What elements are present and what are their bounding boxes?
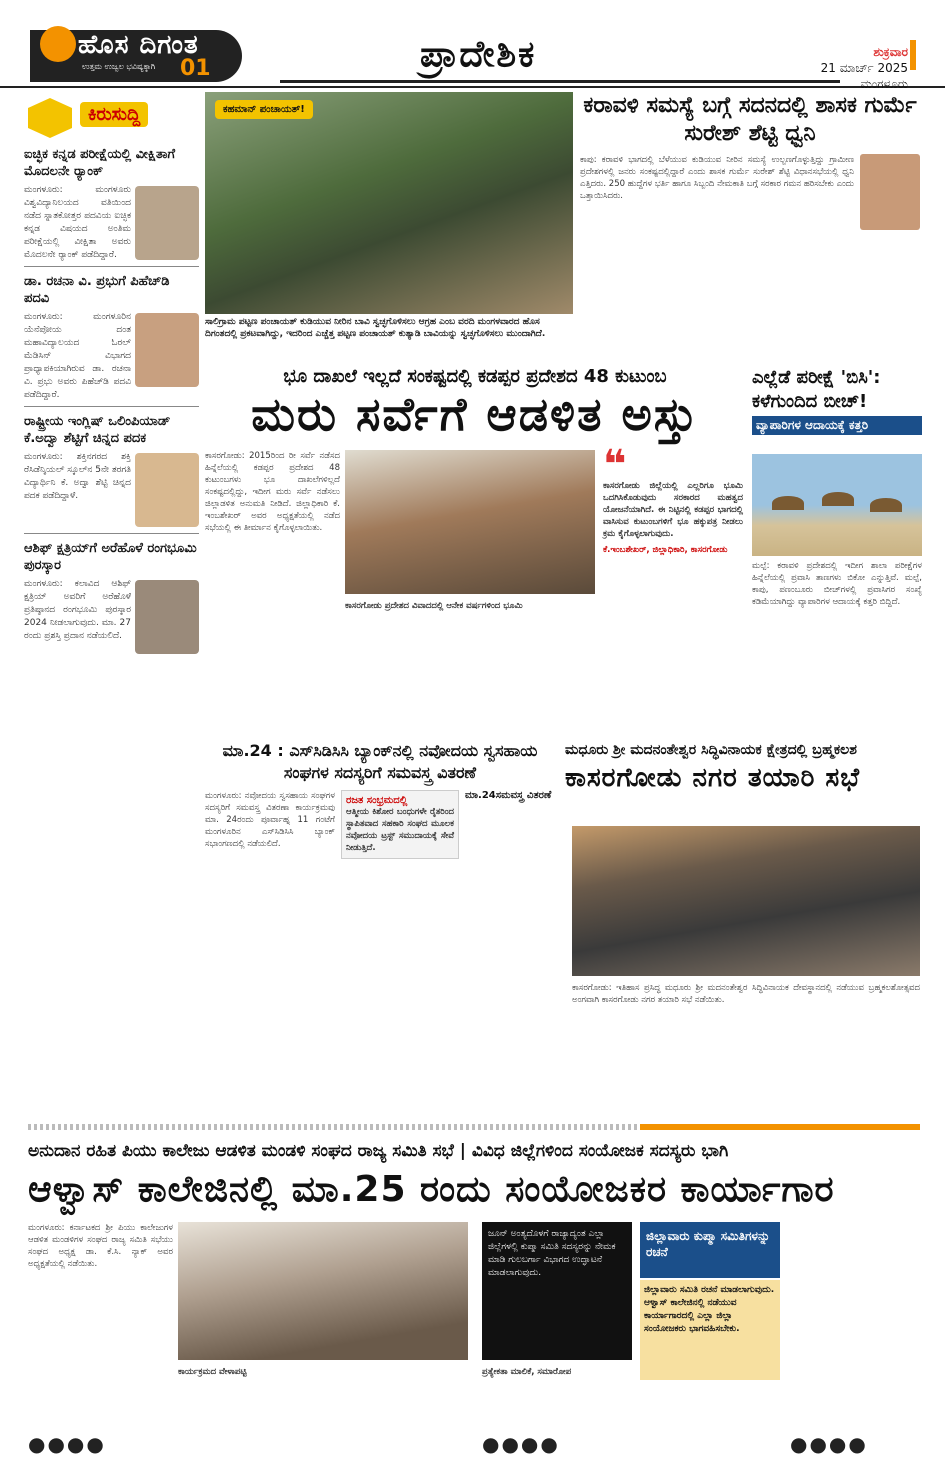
article-subheadline: ವ್ಯಾಪಾರಿಗಳ ಆದಾಯಕ್ಕೆ ಕತ್ತರಿ [752, 416, 922, 435]
photo-badge: ಕಹಮಾನ್ ಪಂಚಾಯತ್! [215, 100, 313, 119]
brief-text: ಮಂಗಳೂರು: ಕಲಾವಿದ ಆಶಿಫ್ ಕ್ಷತ್ರಿಯ್ ಅವರಿಗೆ ಅರೆಹೊಳೆ ಪ್ರತಿಷ್ಠಾನದ ರಂಗಭೂಮಿ ಪುರಸ್ಕಾರ 2024 ನೀಡಲಾಗುವುದು. ಮಾ. 27 ರಂದು ಪ್ರಶಸ್ತಿ ಪ್ರದಾನ ನಡೆಯಲಿದೆ. [24, 579, 131, 641]
edition-date: 21 ಮಾರ್ಚ್ 2025 [820, 61, 908, 75]
umbrella-shape [870, 498, 902, 512]
quote-icon: ❝ [603, 442, 627, 488]
edition-accent-bar [910, 40, 916, 70]
beach-photo [752, 454, 922, 556]
article-body: ಮಂಗಳೂರು: ಕರ್ನಾಟಕದ ಶ್ರೀ ಪಿಯು ಕಾಲೇಜುಗಳ ಆಡಳಿತ ಮಂಡಳಿಗಳ ಸಂಘದ ರಾಜ್ಯ ಸಮಿತಿ ಸಭೆಯು ಸಂಘದ ಅಧ್ಯಕ್ಷ ಡಾ. ಕೆ.ಸಿ. ನ್ಯಾಕ್ ಅವರ ಅಧ್ಯಕ್ಷತೆಯಲ್ಲಿ ನಡೆಯಿತು. [28, 1223, 173, 1269]
article-subheadline: ಮಧೂರು ಶ್ರೀ ಮದನಂತೇಶ್ವರ ಸಿದ್ಧಿವಿನಾಯಕ ಕ್ಷೇತ್ರದಲ್ಲಿ ಬ್ರಹ್ಮಕಲಶ [565, 742, 857, 758]
continue-marker: ●●●● [28, 1432, 106, 1456]
meeting-photo [572, 826, 920, 976]
brief-photo [135, 453, 199, 527]
beach-article-header [752, 366, 922, 435]
brief-photo [135, 313, 199, 387]
brief-text: ಮಂಗಳೂರು: ಮಂಗಳೂರು ವಿಶ್ವವಿದ್ಯಾನಿಲಯದ ವತಿಯಿಂದ ನಡೆದ ಸ್ನಾತಕೋತ್ತರ ಪದವಿಯ ಐಚ್ಛಿಕ ಕನ್ನಡ ವಿಷಯದ ಅಂತಿಮ ಪರೀಕ್ಷೆಯಲ್ಲಿ ವೀಕ್ಷಿತಾ ಅವರು ಮೊದಲನೇ ರ‍್ಯಾಂಕ್ ಪಡೆದಿದ್ದಾರೆ. [24, 185, 131, 260]
continue-marker: ●●●● [790, 1432, 868, 1456]
edition-day: ಶುಕ್ರವಾರ [873, 45, 908, 59]
section-divider-accent [640, 1124, 920, 1130]
page-number: 01 [180, 56, 211, 81]
meeting-photo [345, 450, 595, 594]
well-photo [205, 92, 573, 314]
article-headline[interactable]: ಆಳ್ವಾಸ್ ಕಾಲೇಜಿನಲ್ಲಿ ಮಾ.25 ರಂದು ಸಂಯೋಜಕರ ಕಾರ್ಯಾಗಾರ [28, 1169, 835, 1210]
quote-author: ಕೆ.ಇಂಬಶೇಖರ್, ಜಿಲ್ಲಾಧಿಕಾರಿ, ಕಾಸರಗೋಡು [603, 545, 728, 555]
edition-city: ಮಂಗಳೂರು [860, 77, 908, 91]
box-heading: ರಜತ ಸಂಭ್ರಮದಲ್ಲಿ [346, 795, 408, 806]
article-headline[interactable]: ಎಲ್ಲೆಡೆ ಪರೀಕ್ಷೆ 'ಬಿಸಿ': ಕಳೆಗುಂದಿದ ಬೀಚ್! [752, 367, 881, 412]
mla-portrait [860, 154, 920, 230]
article-body: ಕಾಸರಗೋಡು: ಇತಿಹಾಸ ಪ್ರಸಿದ್ಧ ಮಧೂರು ಶ್ರೀ ಮದನಂತೇಶ್ವರ ಸಿದ್ಧಿವಿನಾಯಕ ದೇವಸ್ಥಾನದಲ್ಲಿ ನಡೆಯುವ ಬ್ರಹ್ಮಕಲಶೋತ್ಸವದ ಅಂಗವಾಗಿ ಕಾಸರಗೋಡು ನಗರ ತಯಾರಿ ಸಭೆ ನಡೆಯಿತು. [572, 983, 920, 1005]
brief-text: ಮಂಗಳೂರು: ಶಕ್ತಿನಗರದ ಶಕ್ತಿ ರೆಸಿಡೆನ್ಶಿಯಲ್ ಸ್ಕೂಲ್‌ನ 5ನೇ ತರಗತಿ ವಿದ್ಯಾರ್ಥಿನಿ ಕೆ. ಅದ್ವಾ ಶೆಟ್ಟಿ ಚಿನ್ನದ ಪದಕ ಪಡೆದಿದ್ದಾಳೆ. [24, 452, 132, 501]
brahmakalasha-article [565, 740, 920, 796]
section-title: ಪ್ರಾದೇಶಿಕ [420, 34, 537, 75]
navodaya-article [205, 740, 555, 970]
info-box: ಜೂನ್ ಅಂತ್ಯದೊಳಗೆ ರಾಜ್ಯಾದ್ಯಂತ ಎಲ್ಲಾ ಜಿಲ್ಲೆಗಳಲ್ಲಿ ಕುಪ್ಮಾ ಸಮಿತಿ ಸದಸ್ಯರನ್ನು ನೇಮಕ ಮಾಡಿ ಗುಲಬರ್ಗಾ ವಿಭಾಗದ ಉದ್ಘಾಟನೆ ಮಾಡಲಾಗುವುದು. [482, 1222, 632, 1360]
sbi-side [465, 790, 555, 859]
brief-title[interactable]: ಡಾ. ರಚನಾ ವಿ. ಪ್ರಭುಗೆ ಪಿಹೆಚ್‌ಡಿ ಪದವಿ [24, 274, 170, 306]
brief-title[interactable]: ರಾಷ್ಟ್ರೀಯ ಇಂಗ್ಲಿಷ್ ಒಲಿಂಪಿಯಾಡ್ ಕೆ.ಅದ್ವಾ ಶೆಟ್ಟಿಗೆ ಚಿನ್ನದ ಪದಕ [24, 414, 171, 446]
rajata-box [341, 790, 459, 859]
article-sidebar-head: ಕಾಸರಗೋಡು ಪ್ರದೇಶದ ವಿವಾದದಲ್ಲಿ ಆನೇಕ ವರ್ಷಗಳಿಂದ ಭೂಮಿ [345, 601, 523, 611]
article-body: ಕಾಸರಗೋಡು: 2015ರಿಂದ ರೀ ಸರ್ವೆ ನಡೆಸದ ಹಿನ್ನೆಲೆಯಲ್ಲಿ ಕಡಪ್ಪರ ಪ್ರದೇಶದ 48 ಕುಟುಂಬಗಳು ಭೂ ದಾಖಲೆಗಳಿಲ್ಲದೆ ಸಂಕಷ್ಟದಲ್ಲಿದ್ದು, ಇದೀಗ ಮರು ಸರ್ವೆ ನಡೆಸಲು ಜಿಲ್ಲಾಡಳಿತ ಅನುಮತಿ ನೀಡಿದೆ. ಜಿಲ್ಲಾಧಿಕಾರಿ ಕೆ. ಇಂಬಶೇಖರ್ ಅವರ ಅಧ್ಯಕ್ಷತೆಯಲ್ಲಿ ನಡೆದ ಸಭೆಯಲ್ಲಿ ಈ ತೀರ್ಮಾನ ಕೈಗೊಳ್ಳಲಾಯಿತು. [205, 451, 340, 533]
box-text: ಆತ್ಮೀಯ ಕಿಶೋರ ಬಂಧುಗಳೇ ರೈತರಿಂದ ಸ್ಥಾಪಿತವಾದ ಸಹಕಾರಿ ಸಂಘದ ಮೂಲಕ ನವೋದಯ ಟ್ರಸ್ಟ್ ಸಮುದಾಯಕ್ಕೆ ಸೇವೆ ನೀಡುತ್ತಿದೆ. [346, 807, 454, 853]
newspaper-logo[interactable]: ಹೊಸ ದಿಗಂತ [78, 30, 199, 60]
divider [24, 406, 199, 407]
article-headline[interactable]: ಮಾ.24 : ಎಸ್‌ಸಿಡಿಸಿಸಿ ಬ್ಯಾಂಕ್‌ನಲ್ಲಿ ನವೋದಯ ಸ್ವಸಹಾಯ ಸಂಘಗಳ ಸದಸ್ಯರಿಗೆ ಸಮವಸ್ತ್ರ ವಿತರಣೆ [222, 741, 538, 782]
brief-photo [135, 580, 199, 654]
edition-info [818, 44, 908, 92]
article-body: ಮಂಗಳೂರು: ನವೋದಯ ಸ್ವಸಹಾಯ ಸಂಘಗಳ ಸದಸ್ಯರಿಗೆ ಸಮವಸ್ತ್ರ ವಿತರಣಾ ಕಾರ್ಯಕ್ರಮವು ಮಾ. 24ರಂದು ಪೂರ್ವಾಹ್ನ 11 ಗಂಟೆಗೆ ಮಂಗಳೂರಿನ ಎಸ್‌ಸಿಡಿಸಿಸಿ ಬ್ಯಾಂಕ್ ಸಭಾಂಗಣದಲ್ಲಿ ನಡೆಯಲಿದೆ. [205, 791, 335, 849]
meeting-photo [178, 1222, 468, 1360]
article-body: ಕಾಪು: ಕರಾವಳಿ ಭಾಗದಲ್ಲಿ ಬೆಳೆಯುವ ಕುಡಿಯುವ ನೀರಿನ ಸಮಸ್ಯೆ ಉಲ್ಬಣಗೊಳ್ಳುತ್ತಿದ್ದು ಗ್ರಾಮೀಣ ಪ್ರದೇಶಗಳಲ್ಲಿ ಜನರು ಸಂಕಷ್ಟದಲ್ಲಿದ್ದಾರೆ ಎಂದು ಶಾಸಕ ಗುರ್ಮೆ ಸುರೇಶ್ ಶೆಟ್ಟಿ ವಿಧಾನಸಭೆಯಲ್ಲಿ ಧ್ವನಿ ಎತ್ತಿದರು. 250 ಹುದ್ದೆಗಳ ಭರ್ತಿ ಹಾಗೂ ಸಿಬ್ಬಂದಿ ನೇಮಕಾತಿ ಬಗ್ಗೆ ಸರಕಾರ ಗಮನ ಹರಿಸಬೇಕು ಎಂದು ಒತ್ತಾಯಿಸಿದರು. [580, 155, 854, 201]
info-box: ಜಿಲ್ಲಾವಾರು ಸಮಿತಿ ರಚನೆ ಮಾಡಲಾಗುವುದು. ಆಳ್ವಾಸ್ ಕಾಲೇಜಿನಲ್ಲಿ ನಡೆಯುವ ಕಾರ್ಯಾಗಾರದಲ್ಲಿ ಎಲ್ಲಾ ಜಿಲ್ಲಾ ಸಂಯೋಜಕರು ಭಾಗವಹಿಸಬೇಕು. [640, 1280, 780, 1380]
main-article-header [205, 366, 745, 440]
brief-title[interactable]: ಐಚ್ಛಿಕ ಕನ್ನಡ ಪರೀಕ್ಷೆಯಲ್ಲಿ ವೀಕ್ಷಿತಾಗೆ ಮೊದಲನೇ ರ‍್ಯಾಂಕ್ [24, 147, 176, 179]
article-body: ಮಲ್ಪೆ: ಕರಾವಳಿ ಪ್ರದೇಶದಲ್ಲಿ ಇದೀಗ ಶಾಲಾ ಪರೀಕ್ಷೆಗಳ ಹಿನ್ನೆಲೆಯಲ್ಲಿ ಪ್ರವಾಸಿ ತಾಣಗಳು ಬಿಕೋ ಎನ್ನುತ್ತಿವೆ. ಮಲ್ಪೆ, ಕಾಪು, ಪಣಂಬೂರು ಬೀಚ್‌ಗಳಲ್ಲಿ ಪ್ರವಾಸಿಗರ ಸಂಖ್ಯೆ ಕಡಿಮೆಯಾಗಿದ್ದು ವ್ಯಾಪಾರಿಗಳ ಆದಾಯಕ್ಕೆ ಕತ್ತರಿ ಬಿದ್ದಿದೆ. [752, 561, 922, 607]
umbrella-shape [822, 492, 854, 506]
brief-title[interactable]: ಆಶಿಫ್ ಕ್ಷತ್ರಿಯ್‌ಗೆ ಅರೆಹೊಳೆ ರಂಗಭೂಮಿ ಪುರಸ್ಕಾರ [24, 541, 197, 573]
quote-text: ಕಾಸರಗೋಡು ಜಿಲ್ಲೆಯಲ್ಲಿ ಎಲ್ಲರಿಗೂ ಭೂಮಿ ಒದಗಿಸಿಕೊಡುವುದು ಸರಕಾರದ ಮಹತ್ವದ ಯೋಜನೆಯಾಗಿದೆ. ಈ ನಿಟ್ಟಿನಲ್ಲಿ ಕಡಪ್ಪರ ಭಾಗದಲ್ಲಿ ವಾಸಿಸುವ ಕುಟುಂಬಗಳಿಗೆ ಭೂ ಹಕ್ಕುಪತ್ರ ನೀಡಲು ಕ್ರಮ ಕೈಗೊಳ್ಳಲಾಗುವುದು. [603, 481, 743, 539]
article-subhead: ಕಾರ್ಯಕ್ರಮದ ವೇಳಾಪಟ್ಟಿ [178, 1367, 247, 1377]
article-headline[interactable]: ಮರು ಸರ್ವೆಗೆ ಆಡಳಿತ ಅಸ್ತು [251, 387, 699, 441]
article-headline[interactable]: ಕರಾವಳಿ ಸಮಸ್ಯೆ ಬಗ್ಗೆ ಸದನದಲ್ಲಿ ಶಾಸಕ ಗುರ್ಮೆ ಸುರೇಶ್ ಶೆಟ್ಟಿ ಧ್ವನಿ [583, 93, 917, 146]
section-underline [280, 80, 840, 83]
kirusuddi-label: ಕಿರುಸುದ್ದಿ [80, 102, 148, 127]
continue-marker: ●●●● [482, 1432, 560, 1456]
logo-icon [40, 26, 76, 62]
article-subhead: ಮಾ.24ಸಮವಸ್ತ್ರ ವಿತರಣೆ [465, 790, 552, 801]
brief-text: ಮಂಗಳೂರು: ಮಂಗಳೂರಿನ ಯೆನೆಪೋಯ ದಂತ ಮಹಾವಿದ್ಯಾಲಯದ ಓರಲ್ ಮೆಡಿಸಿನ್ ವಿಭಾಗದ ಪ್ರಾಧ್ಯಾಪಕಿಯಾಗಿರುವ ಡಾ. ರಚನಾ ವಿ. ಪ್ರಭು ಅವರು ಪಿಹೆಚ್‌ಡಿ ಪದವಿ ಪಡೆದಿದ್ದಾರೆ. [24, 312, 131, 400]
article-subheadline: ಭೂ ದಾಖಲೆ ಇಲ್ಲದೆ ಸಂಕಷ್ಟದಲ್ಲಿ ಕಡಪ್ಪರ ಪ್ರದೇಶದ 48 ಕುಟುಂಬ [283, 366, 667, 387]
article-subhead: ಪ್ರತ್ಯೇಕತಾ ಮಾಲಿಕೆ, ಸಮಾರೋಪ [482, 1367, 572, 1377]
karavali-article [580, 92, 920, 360]
umbrella-shape [772, 496, 804, 510]
divider [24, 266, 199, 267]
quote-box [603, 442, 743, 620]
photo-caption: ಸಾಲಿಗ್ರಾಮ ಪಟ್ಟಣ ಪಂಚಾಯತ್ ಕುಡಿಯುವ ನೀರಿನ ಬಾವಿ ಸ್ವಚ್ಛಗೊಳಿಸಲು ಆಗ್ರಹ ಎಂಬ ವರದಿ ಮಂಗಳವಾರದ ಹೊಸ ದಿಗಂತದಲ್ಲಿ ಪ್ರಕಟವಾಗಿದ್ದು, ಇದರಿಂದ ಎಚ್ಚೆತ್ತ ಪಟ್ಟಣ ಪಂಚಾಯತ್ ಕುತ್ಯಾಡಿ ಬಾವಿಯನ್ನು ಸ್ವಚ್ಛಗೊಳಿಸಲು ಮುಂದಾಗಿದೆ. [205, 317, 546, 339]
divider [24, 533, 199, 534]
info-box-title: ಜಿಲ್ಲಾವಾರು ಕುಪ್ಮಾ ಸಮಿತಿಗಳನ್ನು ರಚನೆ [640, 1222, 780, 1278]
brief-photo [135, 186, 199, 260]
article-subheadline: ಅನುದಾನ ರಹಿತ ಪಿಯು ಕಾಲೇಜು ಆಡಳಿತ ಮಂಡಳಿ ಸಂಘದ ರಾಜ್ಯ ಸಮಿತಿ ಸಭೆ | ವಿವಿಧ ಜಿಲ್ಲೆಗಳಿಂದ ಸಂಯೋಜಕ ಸದಸ್ಯರು ಭಾಗಿ [28, 1141, 729, 1161]
thumb-hand-icon [28, 98, 72, 138]
logo-tagline: ಉತ್ತಮ ಉಜ್ವಲ ಭವಿಷ್ಯಕ್ಕಾಗಿ [82, 62, 156, 71]
kirusuddi-column [24, 140, 199, 1220]
article-headline[interactable]: ಕಾಸರಗೋಡು ನಗರ ತಯಾರಿ ಸಭೆ [565, 763, 861, 793]
